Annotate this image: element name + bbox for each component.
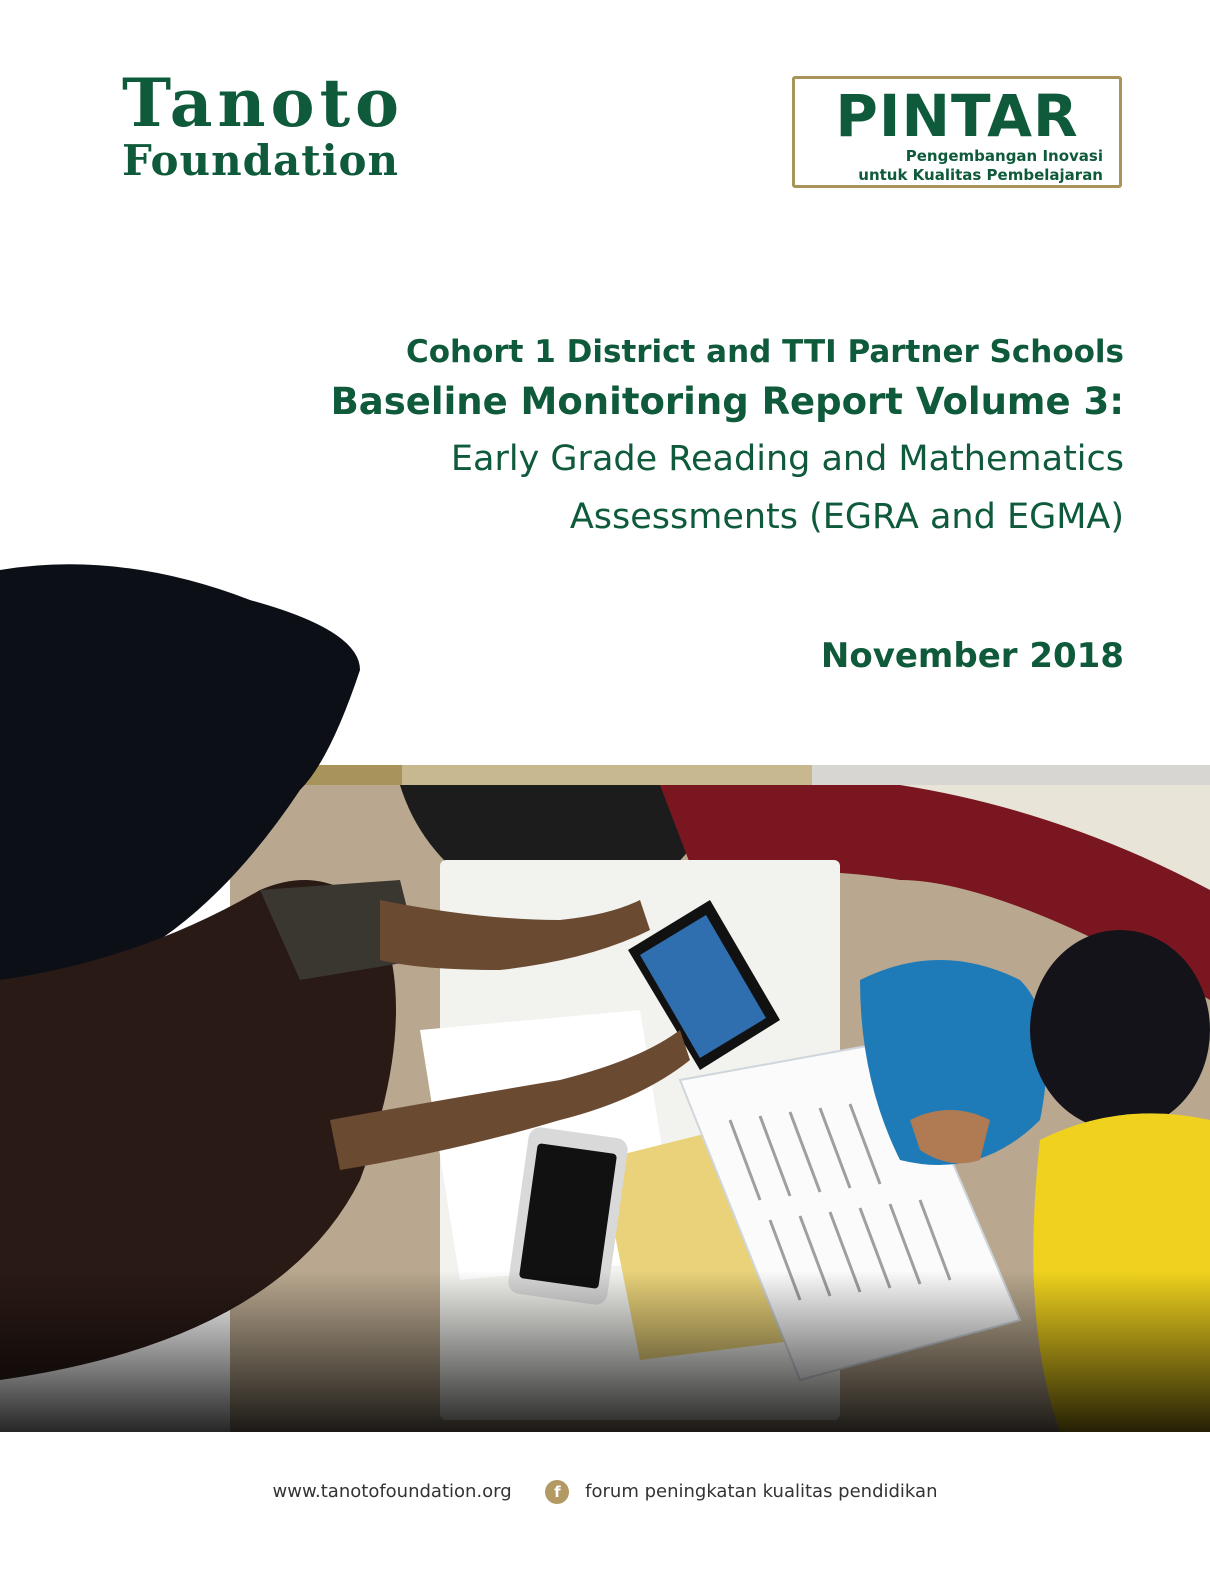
report-description-line1: Early Grade Reading and Mathematics (450, 439, 1124, 479)
facebook-forum-link[interactable]: forum peningkatan kualitas pendidikan (585, 1481, 938, 1502)
cover-photo (0, 560, 1210, 1432)
footer (0, 1480, 1210, 1504)
report-title: Baseline Monitoring Report Volume 3: (330, 380, 1124, 423)
report-subtitle: Cohort 1 District and TTI Partner Schools (405, 334, 1124, 370)
pintar-logo-title: PINTAR (835, 82, 1079, 150)
pintar-logo-sub2: untuk Kualitas Pembelajaran (858, 166, 1103, 184)
color-band-beige (402, 765, 812, 785)
tanoto-foundation-logo (122, 64, 482, 185)
report-description-line2: Assessments (EGRA and EGMA) (569, 497, 1124, 537)
report-date: November 2018 (820, 636, 1124, 676)
tanoto-logo-line2: Foundation (122, 136, 400, 185)
pintar-logo (792, 76, 1122, 188)
website-link[interactable]: www.tanotofoundation.org (272, 1481, 512, 1502)
tanoto-logo-line1: Tanoto (122, 64, 405, 142)
color-band-gray (812, 765, 1210, 785)
pintar-logo-sub1: Pengembangan Inovasi (905, 147, 1103, 165)
photo-bottom-shade (0, 785, 1210, 1432)
cover-titles (224, 330, 1124, 546)
facebook-icon[interactable]: f (545, 1480, 569, 1504)
